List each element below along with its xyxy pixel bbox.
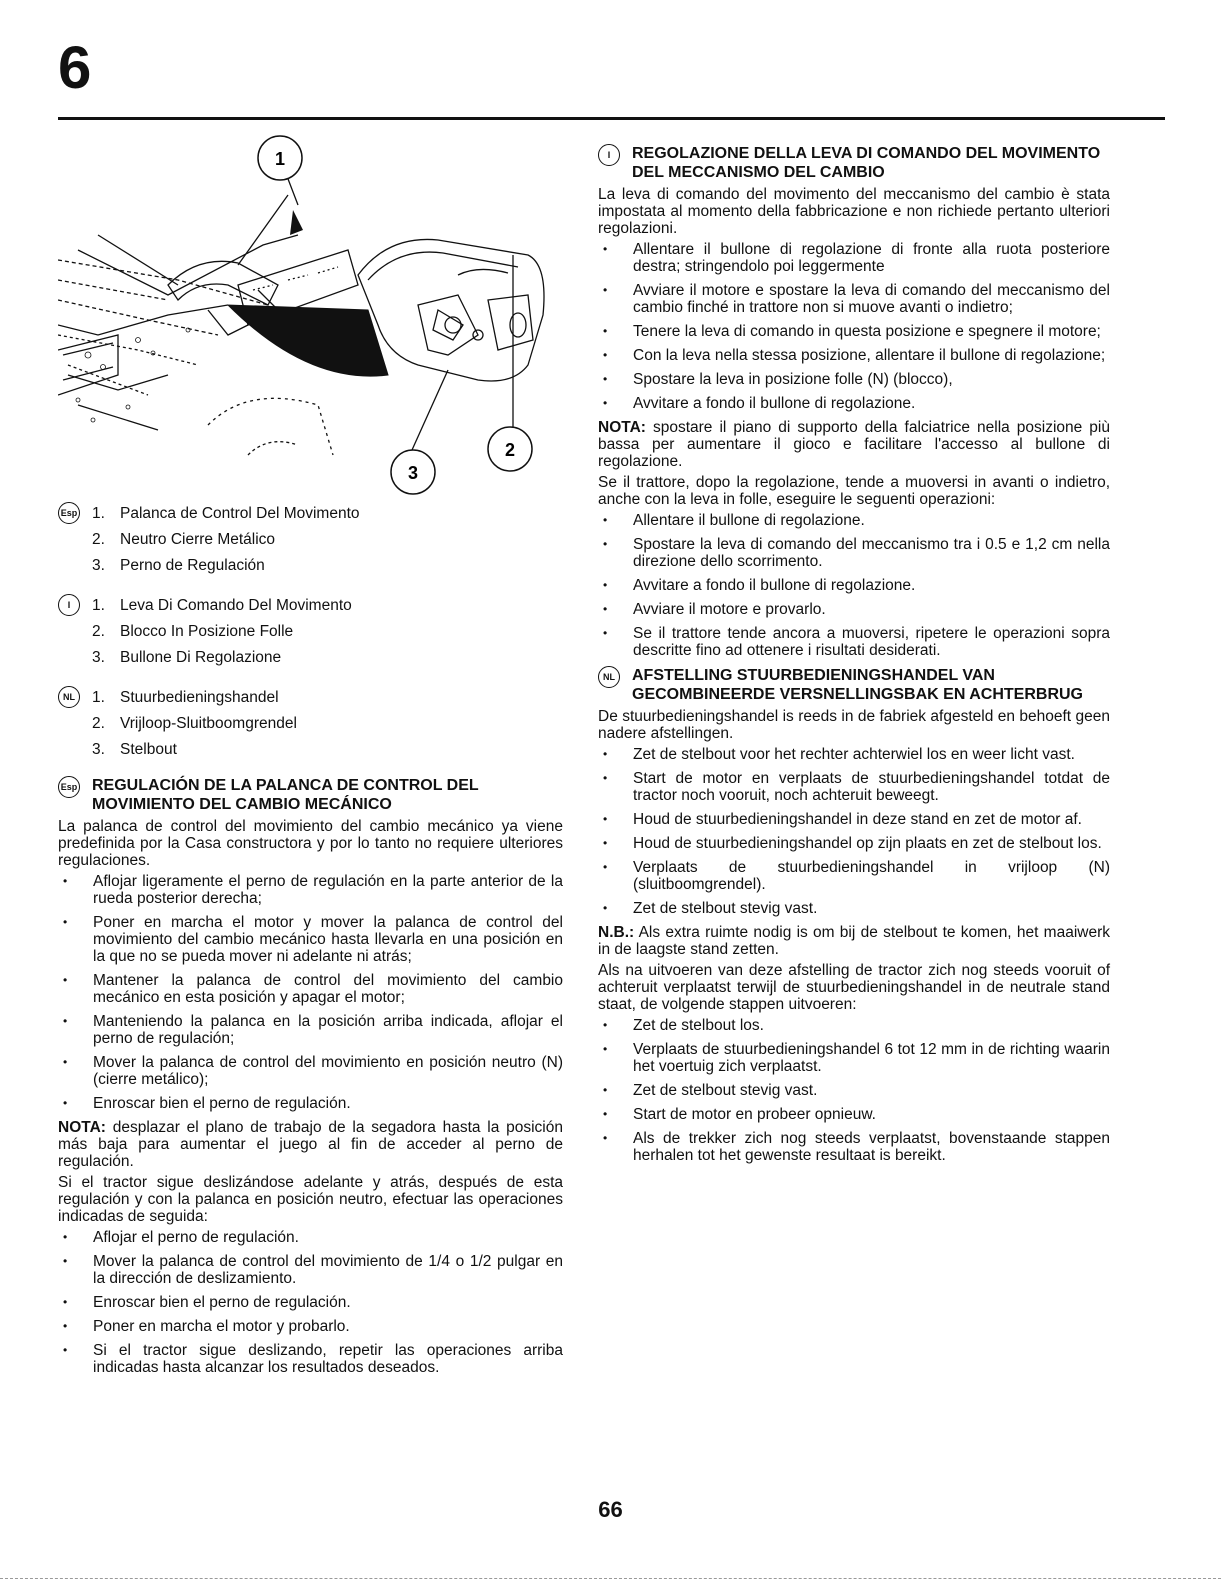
legend-es bbox=[58, 500, 563, 578]
legend-text: Stuurbedieningshandel bbox=[120, 688, 279, 706]
step-item: • Poner en marcha el motor y mover la palanca de control del movimiento del cambio mecánico hasta llevarla en una posición en la que no se pueda mover ni adelante ni atrás; bbox=[58, 914, 563, 965]
legend-row bbox=[58, 526, 563, 552]
legend-number: 1. bbox=[92, 596, 105, 614]
step-item: • Houd de stuurbedieningshandel op zijn plaats en zet de stelbout los. bbox=[598, 835, 1110, 852]
right-column bbox=[598, 138, 1110, 1171]
language-flag-it-icon: I bbox=[58, 594, 80, 616]
steps-list-2 bbox=[598, 1017, 1110, 1164]
legend-number: 1. bbox=[92, 504, 105, 522]
step-item: • Avviare il motore e provarlo. bbox=[598, 601, 1110, 618]
section-es bbox=[58, 776, 563, 1376]
legend-number: 3. bbox=[92, 740, 105, 758]
legend-text: Neutro Cierre Metálico bbox=[120, 530, 276, 548]
legend-number: 2. bbox=[92, 622, 105, 640]
legend-row bbox=[58, 618, 563, 644]
steps-list-2 bbox=[598, 512, 1110, 659]
legend-text: Leva Di Comando Del Movimento bbox=[120, 596, 352, 614]
step-item: • Mover la palanca de control del movimiento en posición neutro (N) (cierre metálico); bbox=[58, 1054, 563, 1088]
steps-list-2 bbox=[58, 1229, 563, 1376]
legend-number: 1. bbox=[92, 688, 105, 706]
step-item: • Verplaats de stuurbedieningshandel in vrijloop (N) (sluitboomgrendel). bbox=[598, 859, 1110, 893]
note-label: NOTA: bbox=[598, 419, 646, 436]
step-item: • Zet de stelbout voor het rechter achterwiel los en weer licht vast. bbox=[598, 746, 1110, 763]
step-item: • Houd de stuurbedieningshandel in deze stand en zet de motor af. bbox=[598, 811, 1110, 828]
note-paragraph bbox=[598, 924, 1110, 958]
lever-adjustment-illustration bbox=[58, 135, 548, 500]
steps-list bbox=[598, 241, 1110, 412]
step-item: • Verplaats de stuurbedieningshandel 6 tot 12 mm in de richting waarin het voertuig zich verplaatst. bbox=[598, 1041, 1110, 1075]
legend-row bbox=[58, 684, 563, 710]
followup-paragraph: Se il trattore, dopo la regolazione, tende a muoversi in avanti o indietro, anche con la leva in folle, eseguire le seguenti operazioni: bbox=[598, 474, 1110, 508]
legend-text: Bullone Di Regolazione bbox=[120, 648, 282, 666]
followup-paragraph: Si el tractor sigue deslizándose adelante y atrás, después de esta regulación y con la palanca en posición neutro, efectuar las operaciones indicadas de seguida: bbox=[58, 1174, 563, 1225]
step-item: • Avvitare a fondo il bullone di regolazione. bbox=[598, 577, 1110, 594]
section-heading bbox=[598, 666, 1110, 704]
note-label: NOTA: bbox=[58, 1119, 106, 1136]
step-item: • Avviare il motore e spostare la leva di comando del meccanismo del cambio finché in trattore non si muove avanti o indietro; bbox=[598, 282, 1110, 316]
section-intro: La palanca de control del movimiento del cambio mecánico ya viene predefinida por la Casa constructora y por lo tanto no requiere ulteriores regulaciones. bbox=[58, 818, 563, 869]
language-flag-nl-icon: NL bbox=[598, 666, 620, 688]
note-text: spostare il piano di supporto della falciatrice nella posizione più bassa per aumentare il gioco e facilitare l'accesso al bullone di regolazione. bbox=[598, 419, 1110, 470]
step-item: • Zet de stelbout los. bbox=[598, 1017, 1110, 1034]
language-flag-es-icon: Esp bbox=[58, 502, 80, 524]
step-item: • Zet de stelbout stevig vast. bbox=[598, 1082, 1110, 1099]
section-title: AFSTELLING STUURBEDIENINGSHANDEL VAN GECOMBINEERDE VERSNELLINGSBAK EN ACHTERBRUG bbox=[632, 667, 1083, 703]
header-rule bbox=[58, 117, 1165, 120]
language-flag-it-icon: I bbox=[598, 144, 620, 166]
note-paragraph bbox=[58, 1119, 563, 1170]
language-flag-nl-icon: NL bbox=[58, 686, 80, 708]
callout-1 bbox=[258, 136, 302, 180]
step-item: • Poner en marcha el motor y probarlo. bbox=[58, 1318, 563, 1335]
svg-text:3: 3 bbox=[407, 463, 419, 483]
section-title: REGULACIÓN DE LA PALANCA DE CONTROL DEL MOVIMIENTO DEL CAMBIO MECÁNICO bbox=[92, 777, 479, 813]
steps-list bbox=[58, 873, 563, 1112]
callout-2 bbox=[488, 427, 532, 471]
step-item: • Mover la palanca de control del movimiento de 1/4 o 1/2 pulgar en la dirección de deslizamiento. bbox=[58, 1253, 563, 1287]
section-heading bbox=[598, 144, 1110, 182]
step-item: • Enroscar bien el perno de regulación. bbox=[58, 1095, 563, 1112]
note-paragraph bbox=[598, 419, 1110, 470]
legend-text: Perno de Regulación bbox=[120, 556, 265, 574]
step-item: • Spostare la leva di comando del meccanismo tra i 0.5 e 1,2 cm nella direzione dello scorrimento. bbox=[598, 536, 1110, 570]
section-heading bbox=[58, 776, 563, 814]
legend-it bbox=[58, 592, 563, 670]
language-flag-es-icon: Esp bbox=[58, 776, 80, 798]
step-item: • Enroscar bien el perno de regulación. bbox=[58, 1294, 563, 1311]
step-item: • Se il trattore tende ancora a muoversi, ripetere le operazioni sopra descritte fino ad ottenere i risultati desiderati. bbox=[598, 625, 1110, 659]
legend-text: Vrijloop-Sluitboomgrendel bbox=[120, 714, 297, 732]
step-item: • Zet de stelbout stevig vast. bbox=[598, 900, 1110, 917]
steps-list bbox=[598, 746, 1110, 917]
step-item: • Als de trekker zich nog steeds verplaatst, bovenstaande stappen herhalen tot het gewenste resultaat is bereikt. bbox=[598, 1130, 1110, 1164]
step-item: • Allentare il bullone di regolazione di fronte alla ruota posteriore destra; stringendolo poi leggermente bbox=[598, 241, 1110, 275]
note-label: N.B.: bbox=[598, 924, 635, 941]
step-item: • Aflojar el perno de regulación. bbox=[58, 1229, 563, 1246]
legend-number: 3. bbox=[92, 556, 105, 574]
legend-text: Stelbout bbox=[120, 740, 177, 758]
section-intro: De stuurbedieningshandel is reeds in de fabriek afgesteld en behoeft geen nadere afstellingen. bbox=[598, 708, 1110, 742]
step-item: • Si el tractor sigue deslizando, repetir las operaciones arriba indicadas hasta alcanzar los resultados deseados. bbox=[58, 1342, 563, 1376]
step-item: • Allentare il bullone di regolazione. bbox=[598, 512, 1110, 529]
svg-text:2: 2 bbox=[504, 440, 516, 460]
step-item: • Con la leva nella stessa posizione, allentare il bullone di regolazione; bbox=[598, 347, 1110, 364]
note-text: Als extra ruimte nodig is om bij de stelbout te komen, het maaiwerk in de laagste stand zetten. bbox=[598, 924, 1110, 958]
legend-row bbox=[58, 710, 563, 736]
step-item: • Manteniendo la palanca en la posición arriba indicada, aflojar el perno de regulación; bbox=[58, 1013, 563, 1047]
legend-number: 3. bbox=[92, 648, 105, 666]
legend-nl bbox=[58, 684, 563, 762]
legend-number: 2. bbox=[92, 714, 105, 732]
legend-row bbox=[58, 552, 563, 578]
legend-row bbox=[58, 592, 563, 618]
legend-number: 2. bbox=[92, 530, 105, 548]
step-item: • Start de motor en verplaats de stuurbedieningshandel totdat de tractor noch vooruit, noch achteruit beweegt. bbox=[598, 770, 1110, 804]
section-intro: La leva di comando del movimento del meccanismo del cambio è stata impostata al momento della fabbricazione e non richiede pertanto ulteriori regolazioni. bbox=[598, 186, 1110, 237]
step-item: • Avvitare a fondo il bullone di regolazione. bbox=[598, 395, 1110, 412]
legend-row bbox=[58, 736, 563, 762]
step-item: • Tenere la leva di comando in questa posizione e spegnere il motore; bbox=[598, 323, 1110, 340]
step-item: • Start de motor en probeer opnieuw. bbox=[598, 1106, 1110, 1123]
section-it bbox=[598, 144, 1110, 659]
legend-text: Blocco In Posizione Folle bbox=[120, 622, 294, 640]
legend-row bbox=[58, 500, 563, 526]
section-nl bbox=[598, 666, 1110, 1164]
left-column bbox=[58, 500, 563, 1383]
step-item: • Mantener la palanca de control del movimiento del cambio mecánico en esta posición y apagar el motor; bbox=[58, 972, 563, 1006]
legend-row bbox=[58, 644, 563, 670]
chapter-number: 6 bbox=[58, 34, 92, 101]
scan-edge-divider bbox=[0, 1577, 1221, 1579]
followup-paragraph: Als na uitvoeren van deze afstelling de tractor zich nog steeds vooruit of achteruit verplaatst terwijl de stuurbedieningshandel in de neutrale stand staat, de volgende stappen uitvoeren: bbox=[598, 962, 1110, 1013]
page-number: 66 bbox=[598, 1497, 623, 1522]
step-item: • Spostare la leva in posizione folle (N) (blocco), bbox=[598, 371, 1110, 388]
section-title: REGOLAZIONE DELLA LEVA DI COMANDO DEL MOVIMENTO DEL MECCANISMO DEL CAMBIO bbox=[632, 145, 1101, 181]
note-text: desplazar el plano de trabajo de la segadora hasta la posición más baja para aumentar el juego al fin de acceder al perno de regulación. bbox=[58, 1119, 563, 1170]
step-item: • Aflojar ligeramente el perno de regulación en la parte anterior de la rueda posterior derecha; bbox=[58, 873, 563, 907]
svg-text:1: 1 bbox=[274, 149, 286, 169]
legend-text: Palanca de Control Del Movimento bbox=[120, 504, 360, 522]
callout-3 bbox=[391, 450, 435, 494]
